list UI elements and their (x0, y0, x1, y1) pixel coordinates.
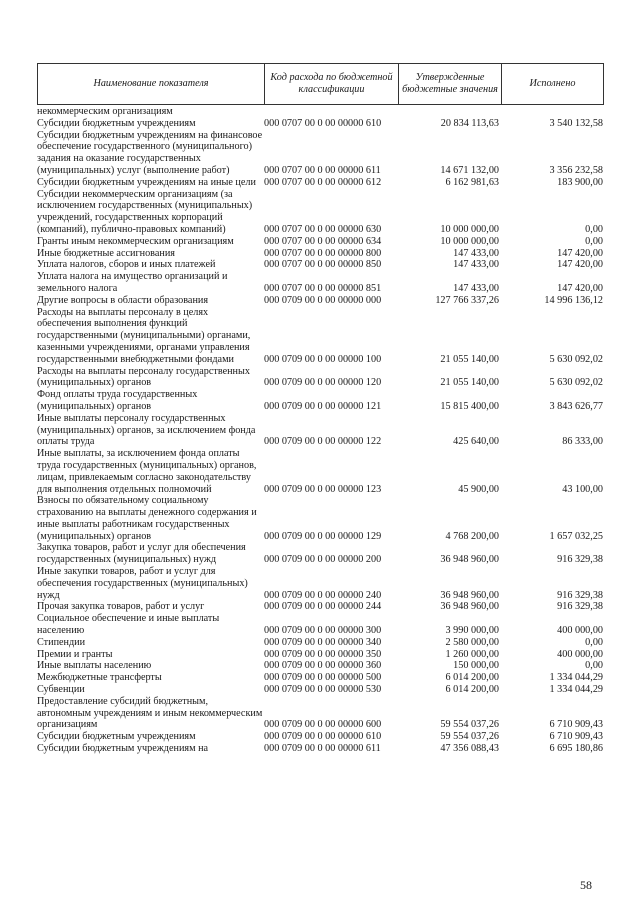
row-executed: 6 710 909,43 (549, 719, 603, 731)
row-approved: 150 000,00 (453, 660, 499, 672)
row-executed: 0,00 (585, 660, 603, 672)
row-executed: 86 333,00 (562, 436, 603, 448)
row-name: Предоставление субсидий бюджетным, автономным учреждениям и иным некоммерческим организациям (37, 695, 263, 731)
row-executed: 6 695 180,86 (549, 743, 603, 755)
row-approved: 10 000 000,00 (440, 235, 499, 247)
row-name: Субсидии бюджетным учреждениям (37, 117, 196, 129)
table-row (37, 743, 603, 755)
row-approved: 147 433,00 (453, 247, 499, 259)
table-row (37, 542, 603, 566)
row-code: 000 0709 00 0 00 00000 129 (264, 530, 382, 542)
row-code: 000 0709 00 0 00 00000 360 (264, 660, 382, 672)
table-row (37, 295, 603, 307)
row-name: Гранты иным некоммерческим организациям (37, 235, 234, 247)
row-code: 000 0709 00 0 00 00000 610 (264, 731, 382, 743)
table-row (37, 130, 603, 177)
row-approved: 6 162 981,63 (445, 176, 499, 188)
table-row (37, 106, 603, 118)
row-approved: 59 554 037,26 (440, 719, 499, 731)
row-name: Закупка товаров, работ и услуг для обеспечения государственных (муниципальных) нужд (37, 542, 246, 566)
row-executed: 0,00 (585, 235, 603, 247)
row-executed: 3 356 232,58 (549, 164, 603, 176)
row-executed: 1 657 032,25 (549, 530, 603, 542)
row-executed: 0,00 (585, 223, 603, 235)
table-row (37, 389, 603, 413)
row-code: 000 0709 00 0 00 00000 350 (264, 648, 382, 660)
table-row (37, 731, 603, 743)
row-approved (398, 106, 501, 118)
row-executed: 147 420,00 (557, 247, 603, 259)
row-approved: 2 580 000,00 (445, 636, 499, 648)
budget-table (37, 106, 603, 755)
table-row (37, 448, 603, 495)
row-name: Расходы на выплаты персоналу государственных (муниципальных) органов (37, 365, 250, 389)
row-executed: 43 100,00 (562, 483, 603, 495)
row-approved: 3 990 000,00 (445, 625, 499, 637)
row-code: 000 0709 00 0 00 00000 240 (264, 589, 382, 601)
row-name: Иные бюджетные ассигнования (37, 247, 175, 259)
table-header (37, 63, 604, 105)
header-name: Наименование показателя (38, 64, 265, 105)
table-row (37, 672, 603, 684)
row-code: 000 0707 00 0 00 00000 612 (264, 176, 382, 188)
row-name: Фонд оплаты труда государственных (муниципальных) органов (37, 389, 198, 412)
row-name: Субсидии бюджетным учреждениям на иные цели (37, 176, 256, 188)
table-row (37, 259, 603, 271)
row-executed: 916 329,38 (557, 554, 603, 566)
row-code: 000 0709 00 0 00 00000 340 (264, 636, 382, 648)
header-code: Код расхода по бюджетной классификации (265, 64, 399, 105)
row-executed: 147 420,00 (557, 282, 603, 294)
table-row (37, 566, 603, 601)
row-name: Взносы по обязательному социальному страхованию на выплаты денежного содержания и иные выплаты работникам государственных (муниципальных) органов (37, 495, 257, 542)
row-name: Уплата налогов, сборов и иных платежей (37, 259, 216, 271)
table-row (37, 495, 603, 542)
table-row (37, 189, 603, 236)
row-approved: 47 356 088,43 (440, 743, 499, 755)
table-row (37, 649, 603, 661)
row-code: 000 0709 00 0 00 00000 200 (264, 554, 382, 566)
row-code: 000 0707 00 0 00 00000 611 (264, 164, 381, 176)
row-name: Уплата налога на имущество организаций и земельного налога (37, 271, 228, 294)
row-code: 000 0707 00 0 00 00000 630 (264, 223, 382, 235)
row-name: Премии и гранты (37, 648, 113, 660)
row-code: 000 0709 00 0 00 00000 123 (264, 483, 382, 495)
row-code: 000 0709 00 0 00 00000 300 (264, 625, 382, 637)
row-name: Другие вопросы в области образования (37, 294, 209, 306)
row-name: Субсидии некоммерческим организациям (за исключением государственных (муниципальных) учреждений, государственных корпораций (компаний), публично-правовых компаний) (37, 188, 253, 235)
row-code: 000 0709 00 0 00 00000 121 (264, 400, 382, 412)
row-approved: 15 815 400,00 (440, 400, 499, 412)
row-name: Субсидии бюджетным учреждениям на финансовое обеспечение государственного (муниципального) задания на оказание государственных (муниципальных) услуг (выполнение работ) (37, 129, 263, 176)
row-code: 000 0707 00 0 00 00000 800 (264, 247, 382, 259)
table-row (37, 660, 603, 672)
row-executed: 400 000,00 (557, 648, 603, 660)
row-executed: 0,00 (585, 636, 603, 648)
row-name: Субсидии бюджетным учреждениям (37, 731, 196, 743)
table-row (37, 307, 603, 366)
row-executed: 916 329,38 (557, 589, 603, 601)
row-code: 000 0707 00 0 00 00000 850 (264, 259, 382, 271)
table-row (37, 236, 603, 248)
row-approved: 21 055 140,00 (440, 353, 499, 365)
table-row (37, 413, 603, 448)
row-approved: 10 000 000,00 (440, 223, 499, 235)
row-approved: 36 948 960,00 (440, 589, 499, 601)
header-approved: Утвержденные бюджетные значения (399, 64, 502, 105)
row-code: 000 0709 00 0 00 00000 000 (264, 294, 382, 306)
row-executed: 5 630 092,02 (549, 377, 603, 389)
row-executed: 1 334 044,29 (549, 684, 603, 696)
row-code: 000 0709 00 0 00 00000 244 (264, 601, 382, 613)
row-executed: 400 000,00 (557, 625, 603, 637)
table-row (37, 248, 603, 260)
row-name: Субсидии бюджетным учреждениям на (37, 743, 209, 755)
row-name: Субвенции (37, 684, 85, 696)
row-code: 000 0709 00 0 00 00000 600 (264, 719, 382, 731)
table-row (37, 177, 603, 189)
row-executed: 183 900,00 (557, 176, 603, 188)
page-number: 58 (580, 878, 592, 892)
row-name: некоммерческим организациям (37, 106, 173, 117)
row-name: Иные выплаты населению (37, 660, 152, 672)
row-name: Стипендии (37, 636, 86, 648)
row-code: 000 0709 00 0 00 00000 611 (264, 743, 381, 755)
row-name: Иные выплаты персоналу государственных (муниципальных) органов, за исключением фонда оплаты труда (37, 412, 256, 448)
row-code: 000 0707 00 0 00 00000 610 (264, 117, 382, 129)
table-row (37, 118, 603, 130)
row-code (264, 106, 398, 118)
row-approved: 425 640,00 (453, 436, 499, 448)
row-executed: 147 420,00 (557, 259, 603, 271)
row-approved: 127 766 337,26 (435, 294, 499, 306)
table-row (37, 613, 603, 637)
table-row (37, 271, 603, 295)
row-executed: 5 630 092,02 (549, 353, 603, 365)
row-code: 000 0709 00 0 00 00000 530 (264, 684, 382, 696)
table-row (37, 684, 603, 696)
header-executed: Исполнено (502, 64, 604, 105)
row-code: 000 0709 00 0 00 00000 500 (264, 672, 382, 684)
row-approved: 4 768 200,00 (445, 530, 499, 542)
row-name: Расходы на выплаты персоналу в целях обеспечения выполнения функций государственными (муниципальными) органами, казенными учреждениями, органами управления государственными внебюджетными фондами (37, 306, 251, 365)
row-executed: 14 996 136,12 (544, 294, 603, 306)
row-approved: 147 433,00 (453, 282, 499, 294)
row-code: 000 0709 00 0 00 00000 122 (264, 436, 382, 448)
row-approved: 14 671 132,00 (440, 164, 499, 176)
row-code: 000 0707 00 0 00 00000 851 (264, 282, 382, 294)
row-executed: 916 329,38 (557, 601, 603, 613)
row-approved: 147 433,00 (453, 259, 499, 271)
row-approved: 6 014 200,00 (445, 684, 499, 696)
row-name: Иные выплаты, за исключением фонда оплаты труда государственных (муниципальных) органов, лицам, привлекаемым согласно законодательству для выполнения отдельных полномочий (37, 448, 257, 495)
table-row (37, 601, 603, 613)
row-code: 000 0709 00 0 00 00000 120 (264, 377, 382, 389)
row-approved: 45 900,00 (458, 483, 499, 495)
row-name: Межбюджетные трансферты (37, 672, 162, 684)
table-row (37, 366, 603, 390)
row-approved: 1 260 000,00 (445, 648, 499, 660)
row-approved: 36 948 960,00 (440, 601, 499, 613)
row-executed: 1 334 044,29 (549, 672, 603, 684)
table-row (37, 696, 603, 731)
row-approved: 21 055 140,00 (440, 377, 499, 389)
row-approved: 6 014 200,00 (445, 672, 499, 684)
row-approved: 20 834 113,63 (440, 117, 499, 129)
row-name: Социальное обеспечение и иные выплаты населению (37, 613, 220, 637)
row-code: 000 0709 00 0 00 00000 100 (264, 353, 382, 365)
row-executed (501, 106, 603, 118)
table-row (37, 637, 603, 649)
row-name: Прочая закупка товаров, работ и услуг (37, 601, 205, 613)
row-executed: 3 540 132,58 (549, 117, 603, 129)
row-executed: 3 843 626,77 (549, 400, 603, 412)
row-code: 000 0707 00 0 00 00000 634 (264, 235, 382, 247)
row-executed: 6 710 909,43 (549, 731, 603, 743)
row-name: Иные закупки товаров, работ и услуг для обеспечения государственных (муниципальных) нужд (37, 566, 248, 601)
row-approved: 36 948 960,00 (440, 554, 499, 566)
row-approved: 59 554 037,26 (440, 731, 499, 743)
